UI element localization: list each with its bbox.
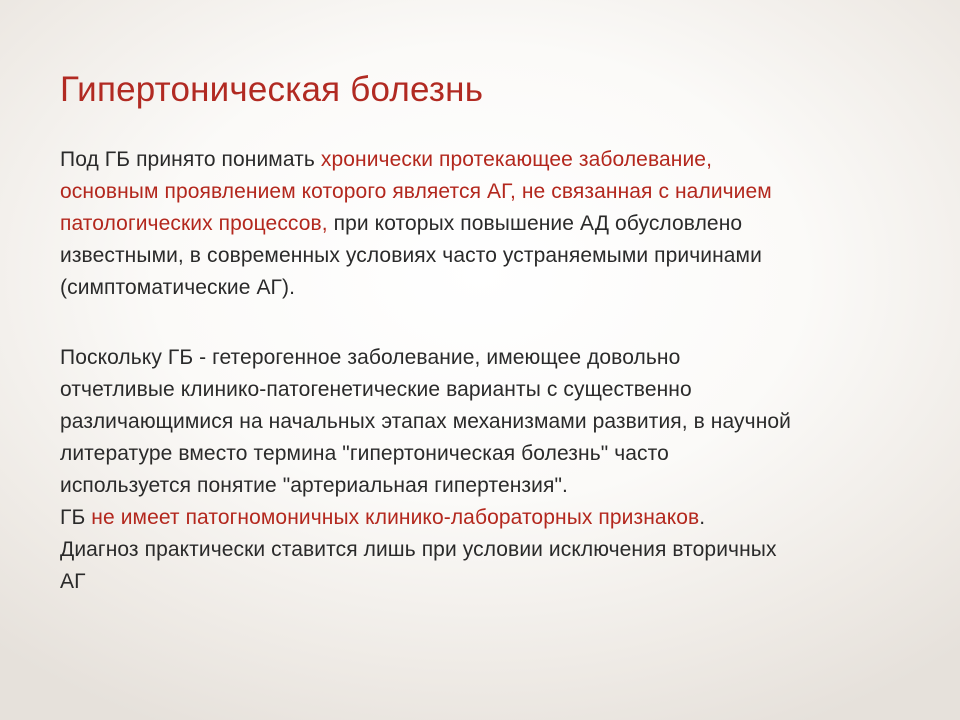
paragraph-line: известными, в современных условиях часто устраняемыми причинами <box>60 244 762 267</box>
highlighted-text: не имеет патогномоничных клинико-лабораторных признаков <box>91 506 700 529</box>
paragraph-line: (симптоматические АГ). <box>60 276 296 299</box>
paragraph-line: Поскольку ГБ - гетерогенное заболевание, имеющее довольно <box>60 346 681 369</box>
paragraph-line: отчетливые клинико-патогенетические варианты с существенно <box>60 378 692 401</box>
paragraph-heterogeneity <box>60 342 910 598</box>
paragraph-line: литературе вместо термина "гипертоническая болезнь" часто <box>60 442 669 465</box>
text-segment: при которых повышение АД обусловлено <box>327 212 743 235</box>
paragraph-line <box>60 502 910 534</box>
text-segment: Под ГБ принято понимать <box>60 148 321 171</box>
text-segment: ГБ <box>60 506 92 529</box>
paragraph-line: Диагноз практически ставится лишь при условии исключения вторичных <box>60 538 777 561</box>
highlighted-text: основным проявлением которого является АГ, не связанная с наличием <box>60 180 772 203</box>
paragraph-line <box>60 208 910 240</box>
slide-title: Гипертоническая болезнь <box>60 70 484 109</box>
paragraph-definition <box>60 144 910 304</box>
paragraph-line: АГ <box>60 570 86 593</box>
paragraph-line: различающимися на начальных этапах механизмами развития, в научной <box>60 410 791 433</box>
highlighted-text: хронически протекающее заболевание, <box>320 148 713 171</box>
text-segment: . <box>699 506 706 529</box>
paragraph-line <box>60 144 910 176</box>
paragraph-line: используется понятие "артериальная гипертензия". <box>60 474 568 497</box>
highlighted-text: патологических процессов, <box>60 212 328 235</box>
